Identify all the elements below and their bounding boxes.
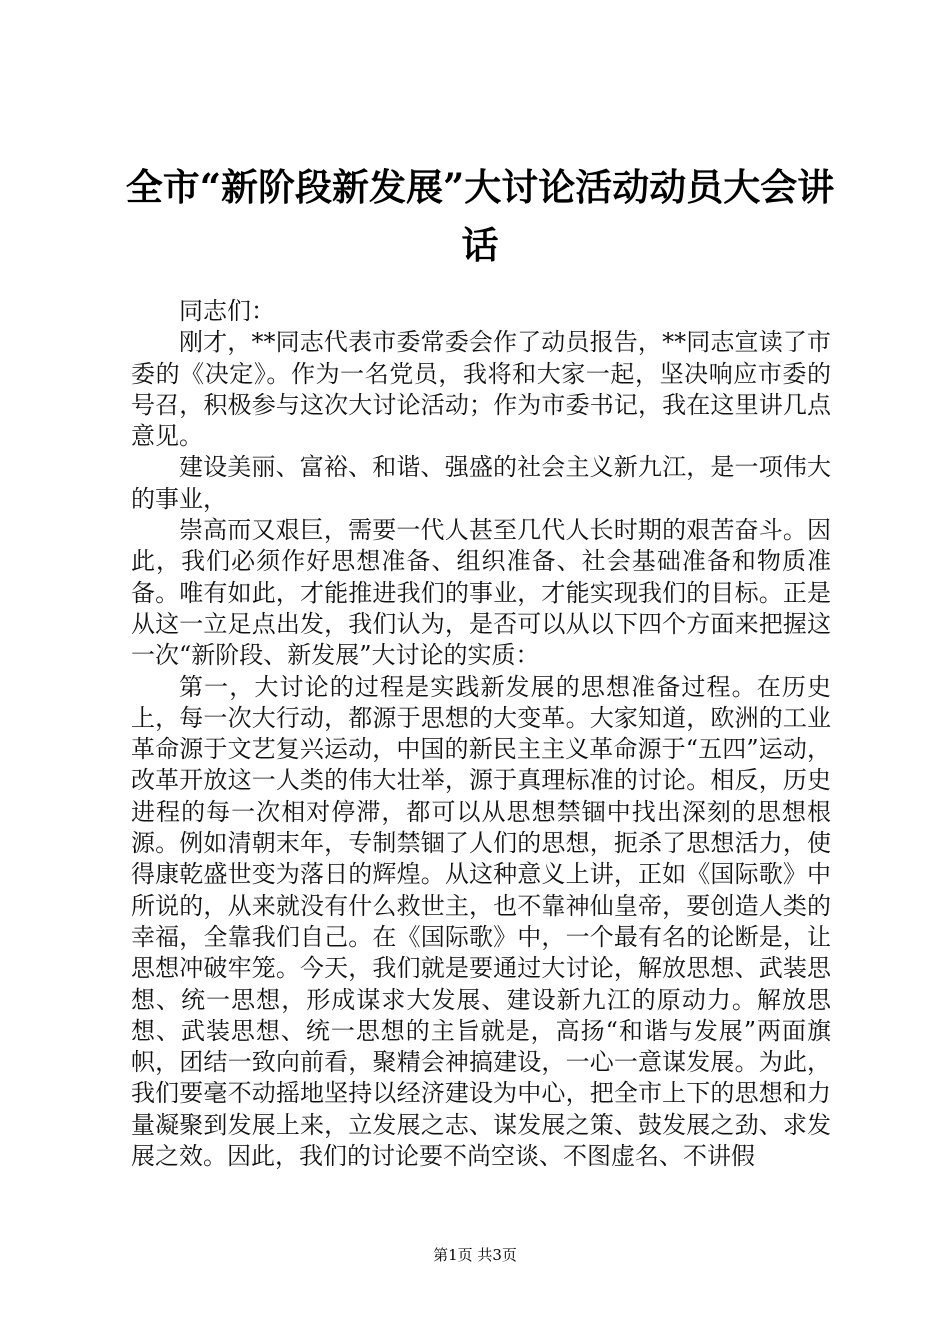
- document-body: [131, 296, 831, 1172]
- paragraph: 崇高而又艰巨，需要一代人甚至几代人长时期的艰苦奋斗。因此，我们必须作好思想准备、组织准备、社会基础准备和物质准备。唯有如此，才能推进我们的事业，才能实现我们的目标。正是从这一立足点出发，我们认为，是否可以从以下四个方面来把握这一次“新阶段、新发展”大讨论的实质：: [131, 516, 831, 670]
- paragraph: 第一，大讨论的过程是实践新发展的思想准备过程。在历史上，每一次大行动，都源于思想的大变革。大家知道，欧洲的工业革命源于文艺复兴运动，中国的新民主主义革命源于“五四”运动，改革开放这一人类的伟大壮举，源于真理标准的讨论。相反，历史进程的每一次相对停滞，都可以从思想禁锢中找出深刻的思想根源。例如清朝末年，专制禁锢了人们的思想，扼杀了思想活力，使得康乾盛世变为落日的辉煌。从这种意义上讲，正如《国际歌》中所说的，从来就没有什么救世主，也不靠神仙皇帝，要创造人类的幸福，全靠我们自己。在《国际歌》中，一个最有名的论断是，让思想冲破牢笼。今天，我们就是要通过大讨论，解放思想、武装思想、统一思想，形成谋求大发展、建设新九江的原动力。解放思想、武装思想、统一思想的主旨就是，高扬“和谐与发展”两面旗帜，团结一致向前看，聚精会神搞建设，一心一意谋发展。为此，我们要毫不动摇地坚持以经济建设为中心，把全市上下的思想和力量凝聚到发展上来，立发展之志、谋发展之策、鼓发展之劲、求发展之效。因此，我们的讨论要不尚空谈、不图虚名、不讲假: [131, 672, 831, 1171]
- page-number-footer: 第1页 共3页: [433, 1246, 517, 1264]
- document-title: 全市“新阶段新发展”大讨论活动动员大会讲话: [125, 165, 835, 267]
- paragraph: 建设美丽、富裕、和谐、强盛的社会主义新九江，是一项伟大的事业，: [131, 453, 831, 513]
- salutation: 同志们：: [179, 297, 275, 325]
- paragraph: 刚才，**同志代表市委常委会作了动员报告，**同志宣读了市委的《决定》。作为一名党员，我将和大家一起，坚决响应市委的号召，积极参与这次大讨论活动；作为市委书记，我在这里讲几点意见。: [131, 328, 831, 451]
